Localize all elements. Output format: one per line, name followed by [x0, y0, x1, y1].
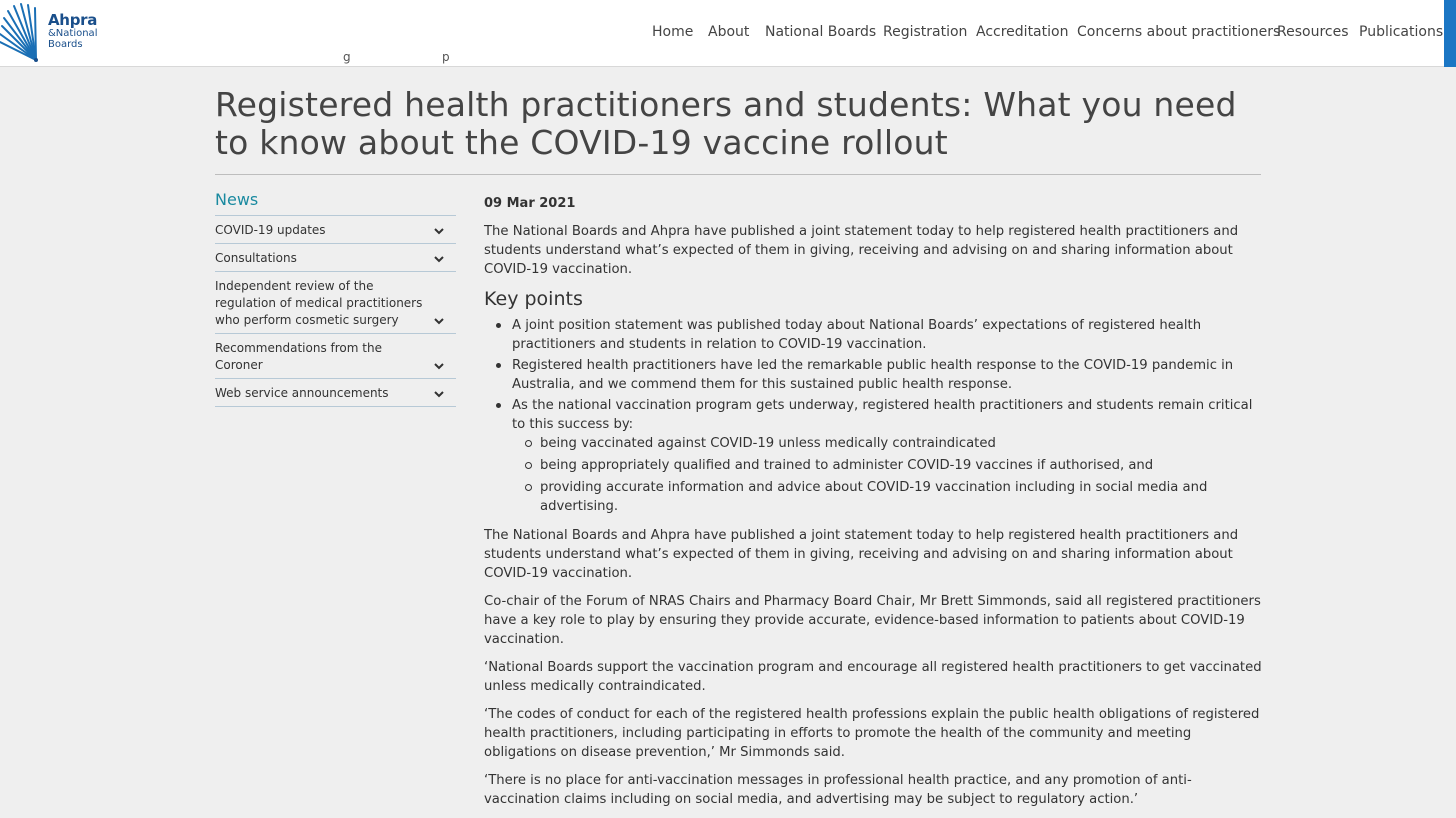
nav-national-boards[interactable]: National Boards — [765, 24, 877, 40]
sidebar-item-consultations[interactable] — [215, 244, 456, 272]
logo-line-ahpra: Ahpra — [48, 11, 98, 29]
nav-resources[interactable]: Resources — [1277, 24, 1349, 40]
sub-points-list — [512, 434, 1264, 516]
chevron-down-icon[interactable] — [434, 361, 444, 371]
chevron-down-icon[interactable] — [434, 316, 444, 326]
main-nav — [0, 24, 1456, 44]
article-paragraph: ‘There is no place for anti-vaccination messages in professional health practice, and any promotion of anti-vaccination claims including on social media, and advertising may be subject to regulatory action.’ — [484, 773, 1192, 807]
nav-accreditation[interactable]: Accreditation — [976, 24, 1069, 40]
article-date: 09 Mar 2021 — [484, 196, 576, 211]
page-title: Registered health practitioners and students: What you need to know about the COVID-19 vaccine rollout — [215, 85, 1237, 162]
key-points-heading: Key points — [484, 288, 583, 310]
nav-registration[interactable]: Registration — [883, 24, 968, 40]
article-body — [484, 194, 1264, 818]
article-paragraph: ‘The codes of conduct for each of the registered health professions explain the public health obligations of registered health practitioners, including participating in efforts to promote the health of the community and meeting obligations on disease prevention,’ Mr Simmonds said. — [484, 707, 1260, 760]
list-item-text: As the national vaccination program gets underway, registered health practitioners and students remain critical to this success by: — [512, 398, 1253, 432]
breadcrumb — [215, 50, 515, 67]
sidebar-item-label: Independent review of the regulation of medical practitioners who perform cosmetic surgery — [215, 279, 423, 327]
nav-home[interactable]: Home — [652, 24, 694, 40]
article-paragraph: ‘National Boards support the vaccination program and encourage all registered health practitioners to get vaccinated unless medically contraindicated. — [484, 660, 1262, 694]
sidebar-item-web-service[interactable] — [215, 379, 456, 407]
nav-concerns[interactable]: Concerns about practitioners — [1077, 24, 1281, 40]
chevron-down-icon[interactable] — [434, 389, 444, 399]
nav-about[interactable]: About — [708, 24, 750, 40]
list-item: A joint position statement was published today about National Boards’ expectations of registered health practitioners and students in relation to COVID-19 vaccination. — [484, 316, 1264, 354]
list-item: Registered health practitioners have led the remarkable public health response to the COVID-19 pandemic in Australia, and we commend them for this sustained public health response. — [484, 356, 1264, 394]
sidebar-item-label: Consultations — [215, 251, 297, 265]
logo-line-boards: Boards — [48, 39, 83, 50]
title-divider — [215, 174, 1261, 175]
list-item: being vaccinated against COVID-19 unless medically contraindicated — [512, 434, 1264, 453]
article-intro: The National Boards and Ahpra have published a joint statement today to help registered health practitioners and students understand what’s expected of them in giving, receiving and advising on and sharing information about COVID-19 vaccination. — [484, 224, 1239, 277]
list-item: providing accurate information and advice about COVID-19 vaccination including in social media and advertising. — [512, 478, 1264, 516]
key-points-list — [484, 316, 1264, 516]
sidebar-item-independent-review[interactable] — [215, 272, 456, 334]
sidebar-item-covid-updates[interactable] — [215, 216, 456, 244]
list-item — [484, 396, 1264, 516]
news-sidebar — [215, 190, 456, 407]
breadcrumb-fragment: p — [442, 50, 450, 64]
logo-line-national: &National — [48, 28, 98, 39]
sidebar-item-label: Recommendations from the Coroner — [215, 341, 382, 372]
article-paragraph: Co-chair of the Forum of NRAS Chairs and Pharmacy Board Chair, Mr Brett Simmonds, said all registered practitioners have a key role to play by ensuring they provide accurate, evidence-based information to patients about COVID-19 vaccination. — [484, 594, 1261, 647]
list-item: being appropriately qualified and trained to administer COVID-19 vaccines if authorised, and — [512, 456, 1264, 475]
chevron-down-icon[interactable] — [434, 226, 444, 236]
sidebar-item-recommendations-coroner[interactable] — [215, 334, 456, 379]
sidebar-item-label: COVID-19 updates — [215, 223, 326, 237]
sidebar-item-label: Web service announcements — [215, 386, 389, 400]
article-paragraph: The National Boards and Ahpra have published a joint statement today to help registered health practitioners and students understand what’s expected of them in giving, receiving and advising on and sharing information about COVID-19 vaccination. — [484, 528, 1239, 581]
nav-overflow-button[interactable] — [1444, 0, 1456, 67]
sidebar-title[interactable]: News — [215, 190, 456, 216]
nav-publications[interactable]: Publications — [1359, 24, 1444, 40]
breadcrumb-fragment: g — [343, 50, 351, 64]
chevron-down-icon[interactable] — [434, 254, 444, 264]
